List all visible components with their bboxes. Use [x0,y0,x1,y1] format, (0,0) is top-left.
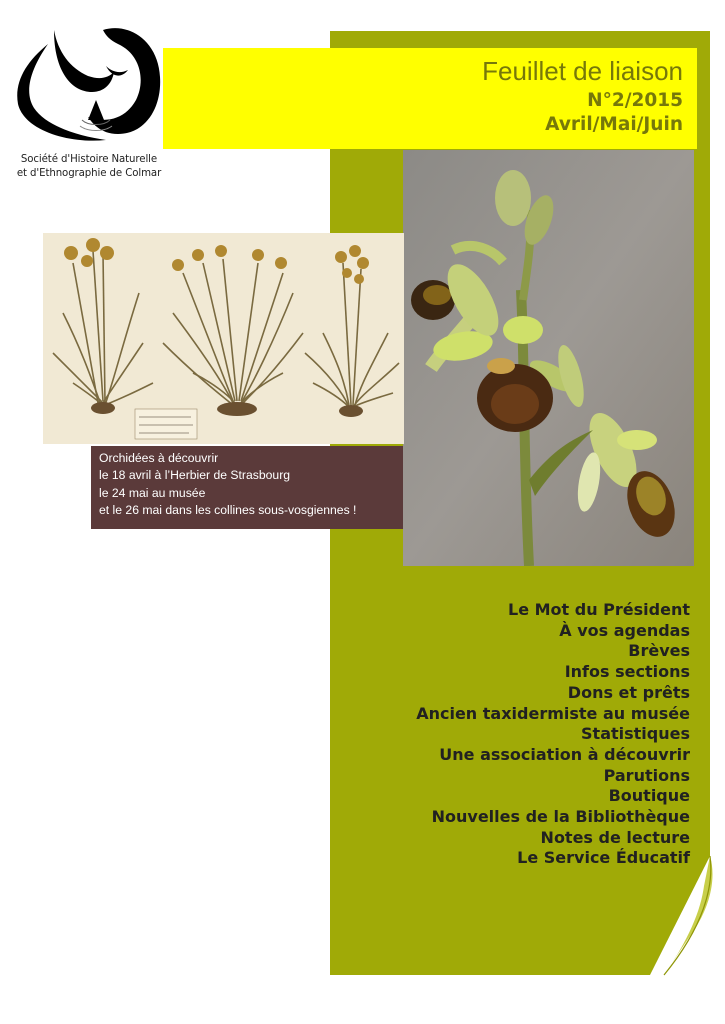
table-of-contents [360,600,690,869]
toc-item: Boutique [608,786,690,806]
toc-item: Une association à découvrir [439,744,690,764]
toc-item: Dons et prêts [567,682,690,702]
caption-line-2: le 18 avril à l’Herbier de Strasbourg [99,468,291,483]
toc-item: À vos agendas [559,620,690,640]
issue-period: Avril/Mai/Juin [545,114,683,135]
society-logo [8,22,164,147]
issue-number: N°2/2015 [587,90,683,111]
toc-item: Infos sections [564,662,690,682]
page-curl-decoration [650,856,720,978]
toc-item: Brèves [628,641,690,661]
toc-item: Notes de lecture [540,827,690,847]
toc-item: Parutions [603,765,690,785]
toc-item: Le Mot du Président [508,600,690,619]
herbarium-sheet-image [43,233,404,444]
society-line-1: Société d'Histoire Naturelle [20,154,158,165]
caption-line-3: le 24 mai au musée [99,485,206,500]
header-banner [163,48,697,149]
orchid-photo-image [403,150,694,566]
page-title: Feuillet de liaison [482,56,683,86]
toc-item: Le Service Éducatif [517,848,690,868]
toc-item: Ancien taxidermiste au musée [416,703,690,723]
caption-line-1: Orchidées à découvrir [99,451,219,465]
toc-item: Statistiques [581,724,690,744]
society-line-2: et d'Ethnographie de Colmar [16,168,162,179]
caption-line-4: et le 26 mai dans les collines sous-vosgiennes ! [99,503,357,518]
toc-item: Nouvelles de la Bibliothèque [431,807,690,827]
society-name [4,153,174,181]
event-caption-box [91,446,403,529]
